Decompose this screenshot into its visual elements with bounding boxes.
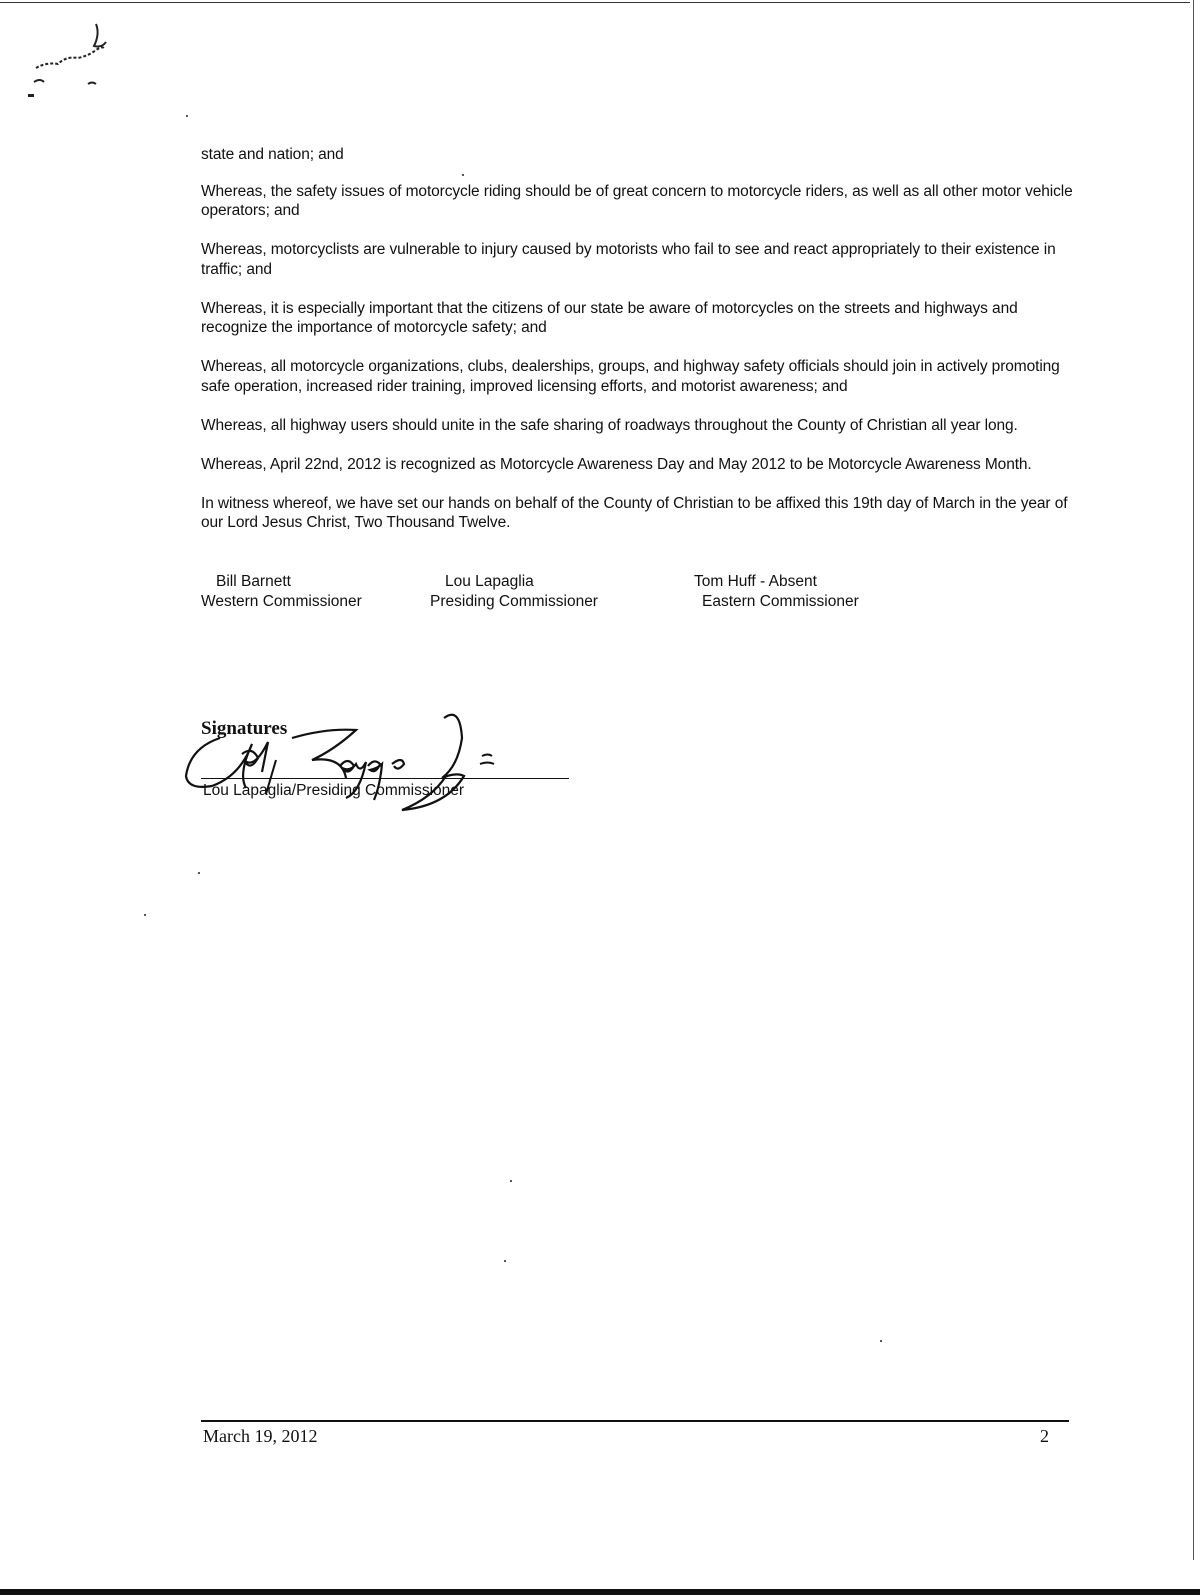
scan-speck [510, 1180, 512, 1182]
scan-speck [504, 1260, 506, 1262]
scan-speck [144, 914, 146, 916]
whereas-paragraph: Whereas, all highway users should unite in the safe sharing of roadways throughout the County of Christian all year long. [201, 416, 1018, 434]
resolution-body [201, 145, 1081, 533]
whereas-paragraph: Whereas, motorcyclists are vulnerable to injury caused by motorists who fail to see and react appropriately to their existence in traffic; and [201, 241, 1056, 278]
scan-top-edge [0, 2, 1190, 3]
handwritten-signature [180, 708, 520, 818]
scan-bottom-edge [0, 1589, 1200, 1595]
whereas-paragraph: Whereas, the safety issues of motorcycle riding should be of great concern to motorcycle riders, as well as all other motor vehicle operators; and [201, 182, 1073, 219]
footer-date: March 19, 2012 [203, 1426, 318, 1446]
whereas-paragraph: Whereas, all motorcycle organizations, clubs, dealerships, groups, and highway safety officials should join in actively promoting safe operation, increased rider training, improved licensing efforts, and motorist awareness; and [201, 358, 1060, 395]
footer-rule [201, 1420, 1069, 1422]
page-number: 2 [1040, 1426, 1049, 1446]
commissioner-title-western: Western Commissioner [201, 593, 362, 610]
witness-paragraph: In witness whereof, we have set our hands on behalf of the County of Christian to be affixed this 19th day of March in the year of our Lord Jesus Christ, Two Thousand Twelve. [201, 494, 1068, 531]
commissioner-name-eastern: Tom Huff - Absent [694, 573, 817, 590]
commissioner-name-western: Bill Barnett [216, 573, 291, 590]
commissioner-name-presiding: Lou Lapaglia [445, 573, 534, 590]
scan-artifact-mark [28, 18, 128, 98]
paragraph-continuation: state and nation; and [201, 146, 344, 163]
whereas-paragraph: Whereas, April 22nd, 2012 is recognized as Motorcycle Awareness Day and May 2012 to be Motorcycle Awareness Month. [201, 455, 1032, 473]
whereas-paragraph: Whereas, it is especially important that the citizens of our state be aware of motorcycles on the streets and highways and recognize the importance of motorcycle safety; and [201, 299, 1018, 336]
scan-speck [880, 1340, 882, 1342]
scan-speck [462, 174, 464, 176]
scan-speck [198, 872, 200, 874]
commissioner-title-presiding: Presiding Commissioner [430, 593, 598, 610]
scan-right-edge [1193, 0, 1194, 1560]
scan-speck [186, 115, 188, 117]
commissioner-title-eastern: Eastern Commissioner [702, 593, 859, 610]
signature-caption: Lou Lapaglia/Presiding Commissioner [203, 782, 465, 799]
signatures-heading: Signatures [201, 718, 288, 739]
